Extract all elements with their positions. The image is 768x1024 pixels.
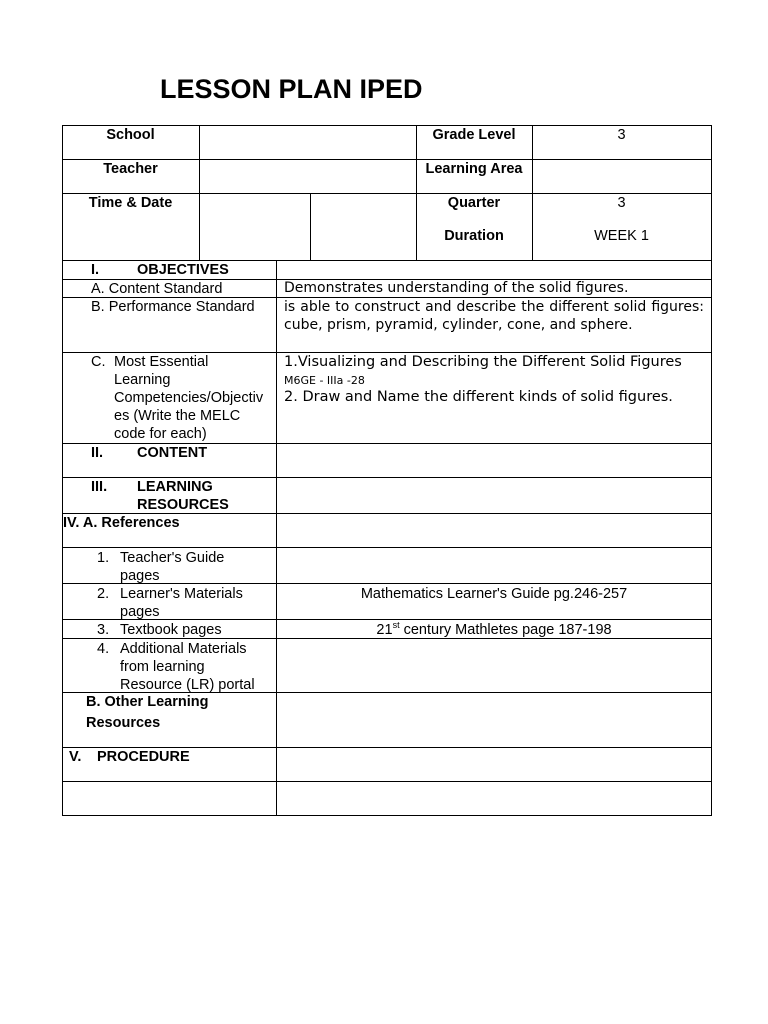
list-item-label: pages [120, 568, 160, 584]
objectives-number: I. [91, 262, 100, 278]
procedure-number: V. [69, 749, 82, 765]
list-item-label: Textbook pages [120, 622, 222, 638]
list-item-label: from learning [120, 659, 205, 675]
list-item-value: Mathematics Learner's Guide pg.246-257 [360, 586, 628, 602]
content-heading: CONTENT [137, 445, 208, 461]
learning-resources-heading: LEARNING [137, 479, 213, 495]
list-item-value: 21st century Mathletes page 187-198 [376, 620, 612, 638]
learning-resources-number: III. [91, 479, 108, 495]
melc-label-letter: C. [91, 354, 106, 370]
list-item-number: 4. [97, 641, 110, 657]
list-item-label: Additional Materials [120, 641, 247, 657]
duration-value: WEEK 1 [594, 228, 649, 244]
list-item-number: 3. [97, 622, 110, 638]
other-resources-label: Resources [86, 715, 161, 731]
melc-value-1: 1.Visualizing and Describing the Different Solid Figures [284, 354, 682, 370]
performance-standard-value: is able to construct and describe the different solid figures: cube, prism, pyramid, cylinder, cone, and sphere. [284, 299, 704, 333]
list-item-label: Resource (LR) portal [120, 677, 255, 693]
school-label: School [106, 127, 155, 143]
melc-label-line: Learning [114, 372, 171, 388]
melc-label-line: code for each) [114, 426, 207, 442]
objectives-heading: OBJECTIVES [137, 262, 229, 278]
content-standard-value: Demonstrates understanding of the solid figures. [284, 280, 629, 296]
melc-label-line: es (Write the MELC [114, 408, 241, 424]
grade-level-value: 3 [617, 127, 626, 143]
procedure-heading: PROCEDURE [97, 749, 190, 765]
melc-label-line: Competencies/Objectiv [114, 390, 264, 406]
content-number: II. [91, 445, 104, 461]
melc-value-2: 2. Draw and Name the different kinds of solid figures. [284, 389, 673, 405]
melc-label-line: Most Essential [114, 354, 209, 370]
list-item-label: pages [120, 604, 160, 620]
learning-resources-heading: RESOURCES [137, 497, 229, 513]
content-standard-label: A. Content Standard [91, 281, 223, 297]
list-item-number: 2. [97, 586, 110, 602]
quarter-label: Quarter [447, 195, 501, 211]
list-item-label: Teacher's Guide [120, 550, 225, 566]
references-heading: IV. A. References [63, 515, 180, 531]
list-item-label: Learner's Materials [120, 586, 243, 602]
melc-code: M6GE - IIIa -28 [284, 374, 365, 387]
learning-area-label: Learning Area [425, 161, 523, 177]
teacher-label: Teacher [103, 161, 158, 177]
quarter-value: 3 [617, 195, 626, 211]
time-date-label: Time & Date [88, 195, 173, 211]
list-item-number: 1. [97, 550, 110, 566]
performance-standard-label: B. Performance Standard [91, 299, 255, 315]
grade-level-label: Grade Level [432, 127, 516, 143]
duration-label: Duration [444, 228, 504, 244]
other-resources-label: B. Other Learning [86, 694, 209, 710]
page-title: LESSON PLAN IPED [160, 74, 423, 104]
